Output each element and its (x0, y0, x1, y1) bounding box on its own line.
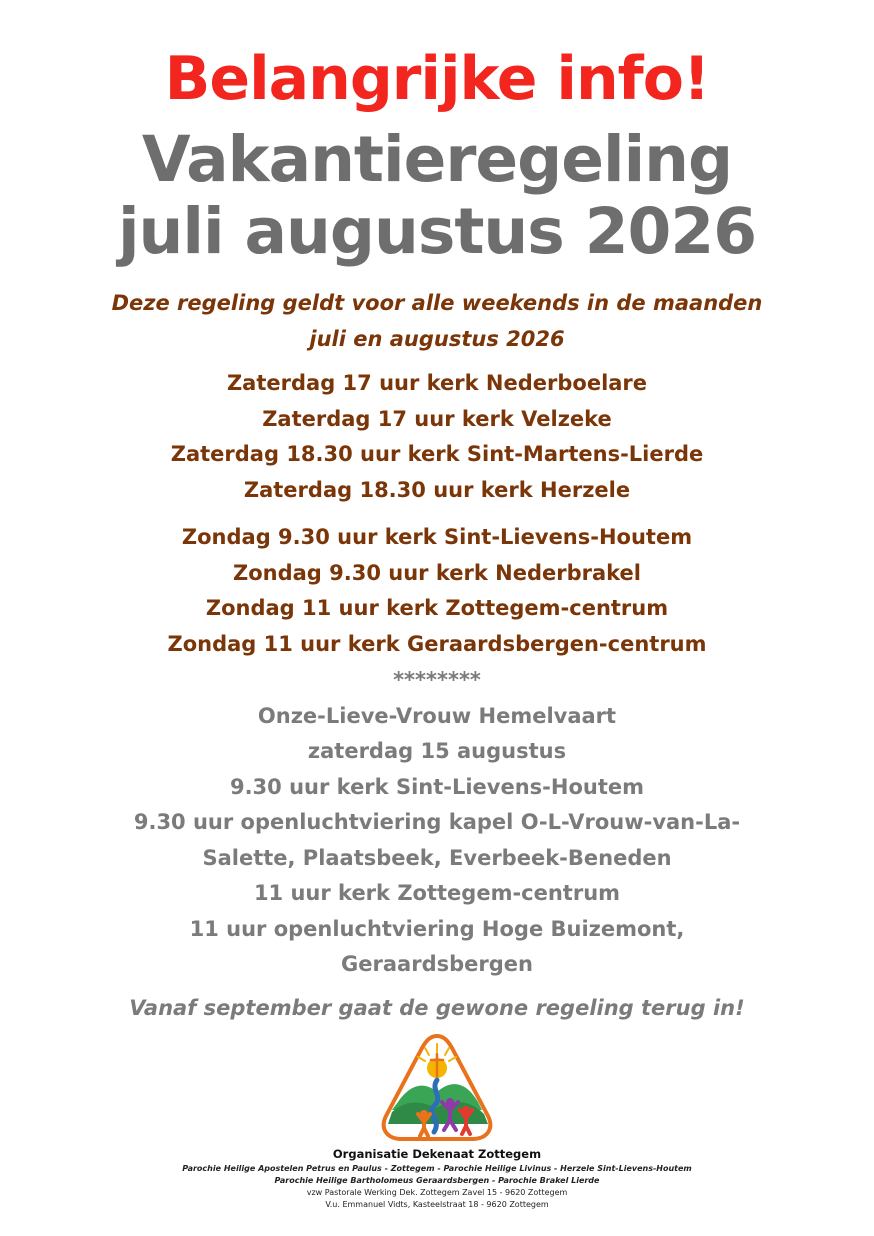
feast-line: 11 uur kerk Zottegem-centrum (253, 881, 621, 905)
deanery-logo-icon (378, 1032, 496, 1144)
mass-item: Zaterdag 18.30 uur kerk Sint-Martens-Lierde (170, 442, 704, 466)
feast-title: Onze-Lieve-Vrouw Hemelvaart (257, 703, 617, 728)
mass-item: Zaterdag 18.30 uur kerk Herzele (243, 477, 631, 502)
footer-parishes: Parochie Heilige Apostelen Petrus en Paulus - Zottegem - Parochie Heilige Livinus - Herzele Sint-Lievens-Houtem (182, 1164, 692, 1173)
feast-line: 11 uur openluchtviering Hoge Buizemont, (189, 916, 685, 941)
mass-item: Zondag 9.30 uur kerk Nederbrakel (233, 560, 641, 585)
intro-text (60, 285, 814, 357)
footer-details (0, 1163, 874, 1211)
feast-date: zaterdag 15 augustus (307, 739, 567, 763)
intro-line: Deze regeling geldt voor alle weekends in de maanden (111, 291, 763, 315)
mass-item: Zaterdag 17 uur kerk Velzeke (262, 406, 612, 431)
intro-line: juli en augustus 2026 (309, 327, 565, 351)
feast-line: 9.30 uur openluchtviering kapel O-L-Vrouw-van-La- (133, 810, 741, 834)
sunday-schedule (0, 520, 874, 662)
footer-publisher: V.u. Emmanuel Vidts, Kasteelstraat 18 - 9620 Zottegem (325, 1200, 549, 1209)
footer-parishes: Parochie Heilige Bartholomeus Geraardsbergen - Parochie Brakel Lierde (274, 1176, 600, 1185)
footer-address: vzw Pastorale Werking Dek. Zottegem Zavel 15 - 9620 Zottegem (306, 1188, 568, 1197)
page-title-line2: juli augustus 2026 (117, 195, 757, 268)
feast-line: 9.30 uur kerk Sint-Lievens-Houtem (229, 774, 645, 799)
alert-heading: Belangrijke info! (164, 44, 710, 114)
mass-item: Zondag 11 uur kerk Zottegem-centrum (205, 596, 669, 620)
saturday-schedule (0, 366, 874, 508)
separator: ******** (393, 668, 481, 692)
closing-note: Vanaf september gaat de gewone regeling terug in! (129, 996, 745, 1020)
page-title-line1: Vakantieregeling (141, 123, 733, 196)
mass-item: Zondag 11 uur kerk Geraardsbergen-centrum (167, 631, 707, 656)
organisation-name: Organisatie Dekenaat Zottegem (332, 1147, 542, 1161)
mass-item: Zondag 9.30 uur kerk Sint-Lievens-Houtem (181, 525, 693, 549)
feast-line: Salette, Plaatsbeek, Everbeek-Beneden (202, 845, 672, 870)
feast-schedule (60, 663, 814, 983)
feast-line: Geraardsbergen (341, 952, 533, 976)
mass-item: Zaterdag 17 uur kerk Nederboelare (226, 371, 648, 395)
